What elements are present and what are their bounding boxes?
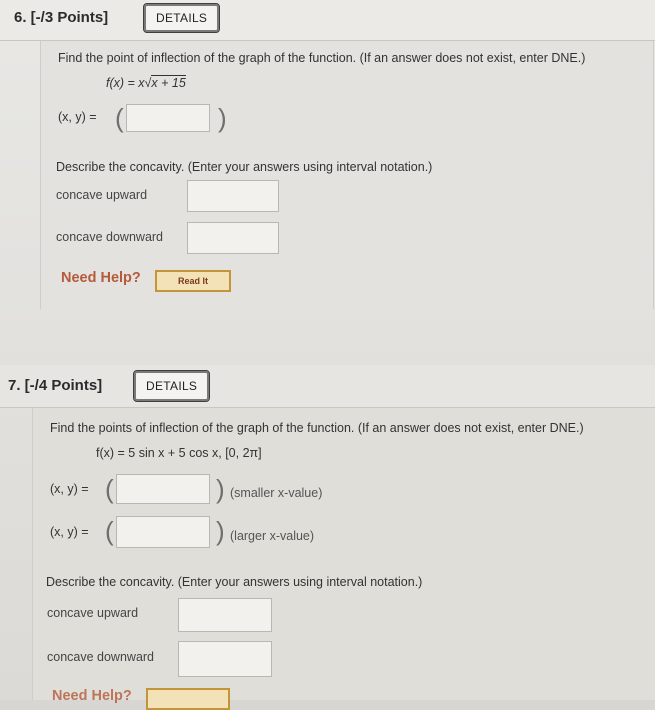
q7-smaller-label: (smaller x-value)	[230, 486, 323, 500]
q6-close-paren: )	[218, 103, 227, 133]
q6-concavity-prompt: Describe the concavity. (Enter your answers using interval notation.)	[56, 160, 433, 174]
q7-xy-label-1: (x, y) =	[50, 482, 89, 496]
q7-concave-down-label: concave downward	[47, 650, 155, 664]
q6-function-lhs: f(x) = x	[106, 76, 145, 90]
q7-point-smaller-input[interactable]	[116, 474, 210, 504]
q6-concave-down-label: concave downward	[56, 230, 164, 244]
q7-details-button[interactable]: DETAILS	[133, 370, 210, 402]
q6-sqrt-sign: √	[144, 76, 152, 90]
q7-title: 7. [-/4 Points]	[8, 377, 103, 394]
q6-concave-down-input[interactable]	[187, 222, 279, 254]
q7-concave-up-input[interactable]	[178, 598, 272, 632]
q6-point-input[interactable]	[126, 104, 210, 132]
q6-details-button[interactable]: DETAILS	[143, 3, 220, 33]
q7-xy-label-2: (x, y) =	[50, 525, 89, 539]
q6-concave-up-label: concave upward	[56, 188, 148, 202]
q7-read-it-button[interactable]	[146, 688, 230, 710]
q6-function-radicand: x + 15	[151, 76, 186, 90]
q7-point-larger-input[interactable]	[116, 516, 210, 548]
q6-prompt: Find the point of inflection of the graph of the function. (If an answer does not exist, enter DNE.)	[58, 51, 586, 65]
q7-larger-label: (larger x-value)	[230, 529, 315, 543]
q7-concave-down-input[interactable]	[178, 641, 272, 677]
q6-open-paren: (	[115, 103, 124, 133]
q6-xy-label: (x, y) =	[58, 110, 97, 124]
q7-close-paren-2: )	[216, 516, 225, 546]
q6-function	[106, 75, 186, 90]
q6-concave-up-input[interactable]	[187, 180, 279, 212]
q7-open-paren-1: (	[105, 474, 114, 504]
q7-function: f(x) = 5 sin x + 5 cos x, [0, 2π]	[96, 446, 262, 460]
q7-close-paren-1: )	[216, 474, 225, 504]
q7-need-help: Need Help?	[52, 688, 132, 704]
q7-concavity-prompt: Describe the concavity. (Enter your answers using interval notation.)	[46, 575, 423, 589]
q7-concave-up-label: concave upward	[47, 606, 139, 620]
q7-prompt: Find the points of inflection of the graph of the function. (If an answer does not exist, enter DNE.)	[50, 421, 584, 435]
q6-read-it-button[interactable]: Read It	[155, 270, 231, 292]
q6-need-help: Need Help?	[61, 270, 141, 286]
q7-open-paren-2: (	[105, 516, 114, 546]
q6-title: 6. [-/3 Points]	[14, 9, 109, 26]
